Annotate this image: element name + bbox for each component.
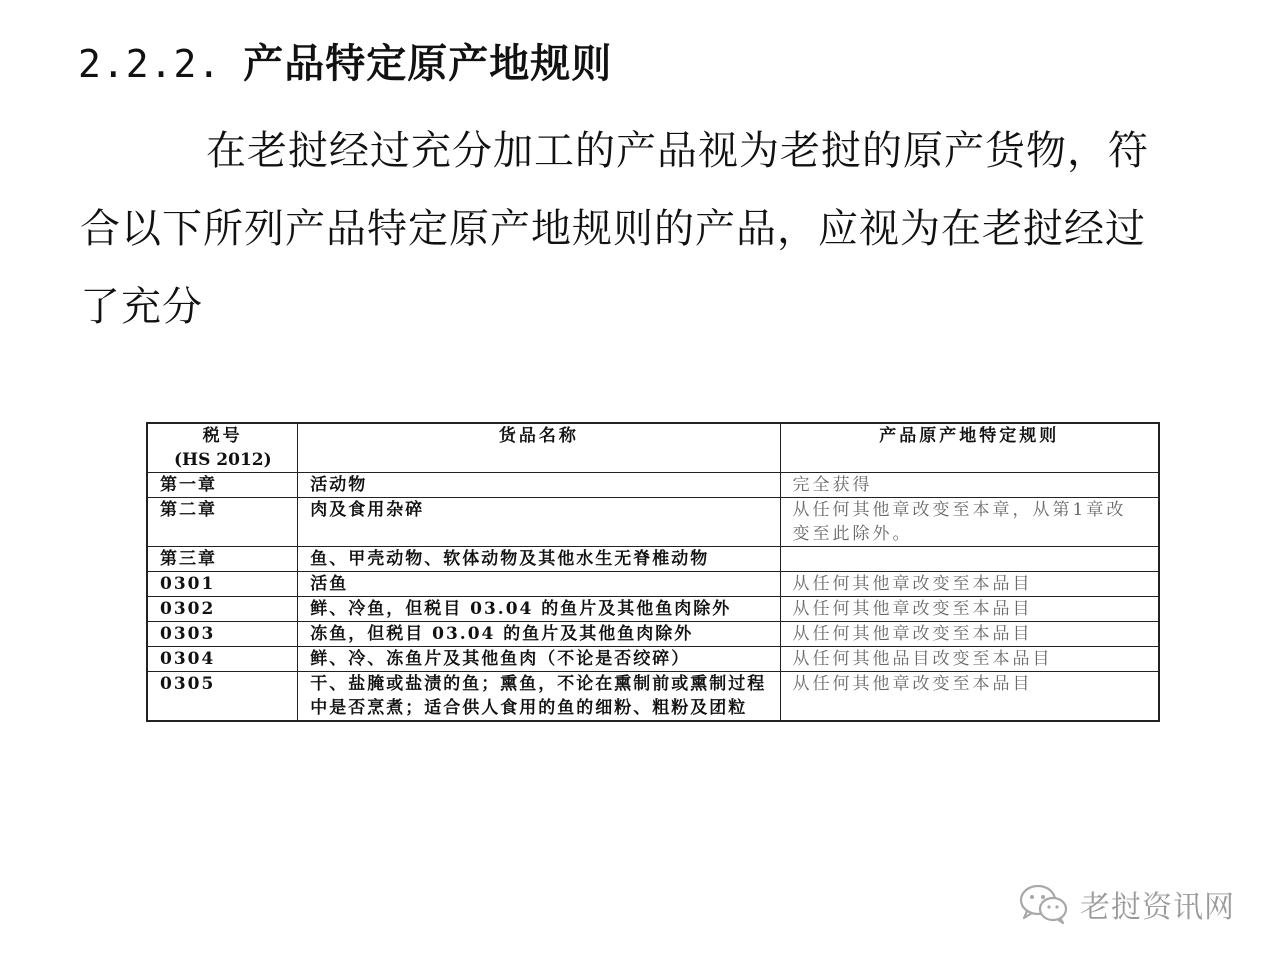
row-rule-cell: 从任何其他章改变至本章，从第1章改变至此除外。 <box>780 498 1159 547</box>
paragraph-line: 了充分 <box>80 284 203 330</box>
wechat-icon <box>1018 883 1070 925</box>
row-name-cell: 肉及食用杂碎 <box>298 498 780 547</box>
paragraph-line: 合以下所列产品特定原产地规则的产品，应视为在老挝经过 <box>80 206 1146 252</box>
row-rule-cell: 从任何其他章改变至本品目 <box>780 622 1159 647</box>
row-rule-cell: 从任何其他品目改变至本品目 <box>780 647 1159 672</box>
row-name-cell: 鲜、冷、冻鱼片及其他鱼肉（不论是否绞碎） <box>298 647 780 672</box>
row-name-cell: 冻鱼，但税目 03.04 的鱼片及其他鱼肉除外 <box>298 622 780 647</box>
row-code-cell: 0301 <box>147 572 298 597</box>
table-row <box>147 473 1159 498</box>
watermark-text: 老挝资讯网 <box>1080 890 1235 925</box>
row-code-cell: 第一章 <box>147 473 298 498</box>
table-body <box>147 473 1159 722</box>
header-code: 税号 (HS 2012) <box>147 423 298 473</box>
row-code-cell: 0304 <box>147 647 298 672</box>
table-row <box>147 572 1159 597</box>
row-name-cell: 活动物 <box>298 473 780 498</box>
row-code-cell: 0305 <box>147 672 298 722</box>
row-rule-cell <box>780 547 1159 572</box>
intro-paragraph <box>80 112 1190 346</box>
section-title: 产品特定原产地规则 <box>243 40 613 87</box>
row-rule-cell: 从任何其他章改变至本品目 <box>780 672 1159 722</box>
header-rule: 产品原产地特定规则 <box>780 423 1159 473</box>
rules-table <box>146 422 1160 722</box>
row-code-cell: 0303 <box>147 622 298 647</box>
table-row <box>147 672 1159 722</box>
section-number: 2.2.2. <box>78 42 222 86</box>
row-name-cell: 鱼、甲壳动物、软体动物及其他水生无脊椎动物 <box>298 547 780 572</box>
table-row <box>147 597 1159 622</box>
section-heading <box>78 32 612 89</box>
row-rule-cell: 完全获得 <box>780 473 1159 498</box>
row-code-cell: 第二章 <box>147 498 298 547</box>
table-row <box>147 622 1159 647</box>
header-code-sub: (HS 2012) <box>174 450 272 470</box>
row-rule-cell: 从任何其他章改变至本品目 <box>780 572 1159 597</box>
row-name-cell: 活鱼 <box>298 572 780 597</box>
row-name-cell: 干、盐腌或盐渍的鱼；熏鱼，不论在熏制前或熏制过程中是否烹煮；适合供人食用的鱼的细粉、粗粉及团粒 <box>298 672 780 722</box>
row-name-cell: 鲜、冷鱼，但税目 03.04 的鱼片及其他鱼肉除外 <box>298 597 780 622</box>
table-row <box>147 547 1159 572</box>
row-code-cell: 第三章 <box>147 547 298 572</box>
table-row <box>147 647 1159 672</box>
row-code-cell: 0302 <box>147 597 298 622</box>
watermark <box>1018 882 1235 926</box>
table-header-row <box>147 423 1159 473</box>
row-rule-cell: 从任何其他章改变至本品目 <box>780 597 1159 622</box>
paragraph-line: 在老挝经过充分加工的产品视为老挝的原产货物，符 <box>206 128 1149 174</box>
header-name: 货品名称 <box>298 423 780 473</box>
table-row <box>147 498 1159 547</box>
